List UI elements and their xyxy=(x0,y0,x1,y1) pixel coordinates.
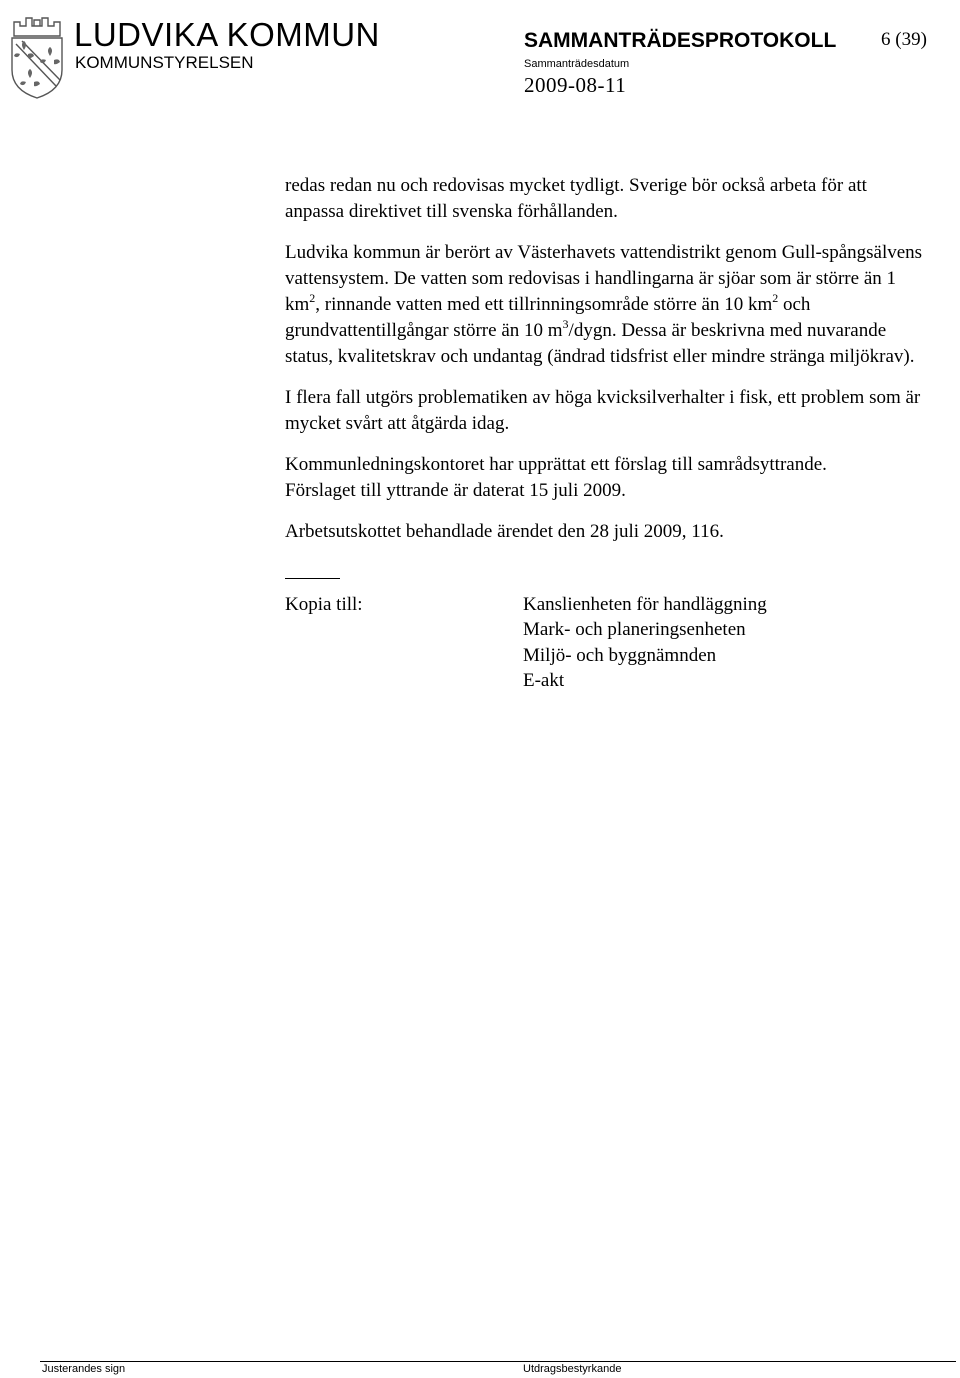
paragraph-2-part-d: /dygn. Dessa är beskrivna med nuvarande status, kvalitetskrav och undantag (ändrad tidsfrist eller mindre stränga miljökrav). xyxy=(285,320,915,367)
paragraph-5-part-a: Arbetsutskottet behandlade ärendet den 28 juli 2009, xyxy=(285,521,692,542)
list-item: Kanslienheten för handläggning xyxy=(523,594,767,615)
meeting-date-label: Sammanträdesdatum xyxy=(524,58,630,70)
paragraph-2-part-a: Ludvika kommun är berört av Västerhavets vattendistrikt genom Gull-spångsälvens vattensystem. De vatten som redovisas i handlingarna är sjöar som är större än 1 km xyxy=(285,242,923,315)
protocol-body xyxy=(285,173,925,560)
paragraph-4-line-2: Förslaget till yttrande är daterat 15 juli 2009. xyxy=(285,480,626,501)
paragraph-5-part-b: 116. xyxy=(691,521,724,542)
footer-certification-label: Utdragsbestyrkande xyxy=(523,1363,622,1375)
separator-line xyxy=(285,578,340,579)
paragraph-5 xyxy=(285,519,925,545)
page-number: 6 (39) xyxy=(881,29,927,50)
paragraph-2-part-b: , rinnande vatten med ett tillrinningsområde större än 10 km xyxy=(315,294,773,315)
list-item: Mark- och planeringsenheten xyxy=(523,619,746,641)
paragraph-2 xyxy=(285,240,925,370)
footer-divider xyxy=(40,1361,956,1362)
list-item: Miljö- och byggnämnden xyxy=(523,644,717,666)
organization-department: KOMMUNSTYRELSEN xyxy=(75,53,254,72)
superscript-square: 2 xyxy=(309,290,316,305)
paragraph-1: redas redan nu och redovisas mycket tydligt. Sverige bör också arbeta för att anpassa direktivet till svenska förhållanden. xyxy=(285,175,867,222)
footer-signature-label: Justerandes sign xyxy=(42,1363,126,1375)
meeting-date-value: 2009-08-11 xyxy=(524,73,627,97)
document-title: SAMMANTRÄDESPROTOKOLL xyxy=(524,29,837,52)
paragraph-3: I flera fall utgörs problematiken av höga kvicksilverhalter i fisk, ett problem som är mycket svårt att åtgärda idag. xyxy=(285,387,921,434)
superscript-square: 2 xyxy=(772,290,779,305)
paragraph-4-line-1: Kommunledningskontoret har upprättat ett förslag till samrådsyttrande. xyxy=(285,454,827,475)
coat-of-arms-logo-icon xyxy=(6,8,68,102)
paragraph-2-part-c: och grundvattentillgångar större än 10 m xyxy=(285,294,811,341)
organization-name: LUDVIKA KOMMUN xyxy=(74,16,380,53)
copy-recipients-list xyxy=(523,592,767,693)
superscript-cube: 3 xyxy=(562,316,569,331)
list-item: E-akt xyxy=(523,669,565,691)
copy-to-label: Kopia till: xyxy=(285,594,363,615)
